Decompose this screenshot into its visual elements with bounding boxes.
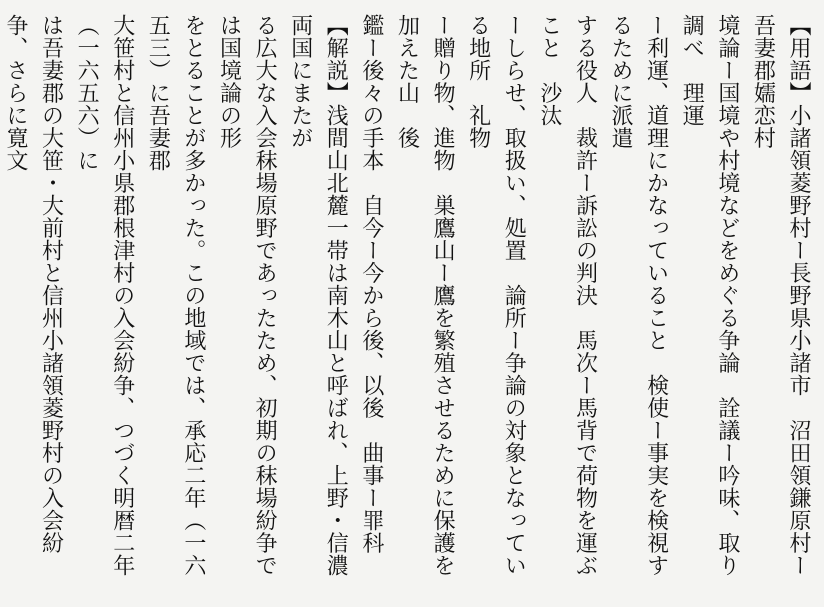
commentary-line: をとることが多かった。この地域では、承応二年（一六五三）に吾妻郡 xyxy=(145,14,206,577)
commentary-label: 解説 xyxy=(323,36,349,82)
commentary-line: 大笹村と信州小県郡根津村の入会紛争、つづく明暦二年（一六五六）に xyxy=(74,14,135,577)
vertical-text-block xyxy=(2,14,816,597)
glossary-line: 鑑ー後々の手本 自今ー今から後、以後 曲事ー罪科 xyxy=(358,14,384,554)
glossary-line: する役人 裁許ー訴訟の判決 馬次ー馬背で荷物を運ぶこと 沙汰 xyxy=(536,14,598,577)
glossary-line: 【用語】小諸領菱野村ー長野県小諸市 沼田領鎌原村ー吾妻郡嬬恋村 xyxy=(750,14,811,577)
glossary-line: ー贈り物、進物 巣鷹山ー鷹を繁殖させるために保護を加えた山 後 xyxy=(394,14,456,577)
glossary-line: ーしらせ、取扱い、処置 論所ー争論の対象となっている地所 礼物 xyxy=(465,14,527,577)
glossary-label: 用語 xyxy=(786,36,811,82)
commentary-line: 【解説】浅間山北麓一帯は南木山と呼ばれ、上野・信濃両国にまたが xyxy=(287,14,349,577)
commentary-line: る広大な入会秣場原野であったため、初期の秣場紛争では国境論の形 xyxy=(216,14,278,577)
glossary-line: ー利運、道理にかなっていること 検使ー事実を検視するために派遣 xyxy=(608,14,669,577)
commentary-line: は吾妻郡の大笹・大前村と信州小諸領菱野村の入会紛争、さらに寛文 xyxy=(2,14,64,554)
glossary-line: 境論ー国境や村境などをめぐる争論 詮議ー吟味、取り調べ 理運 xyxy=(679,14,740,577)
